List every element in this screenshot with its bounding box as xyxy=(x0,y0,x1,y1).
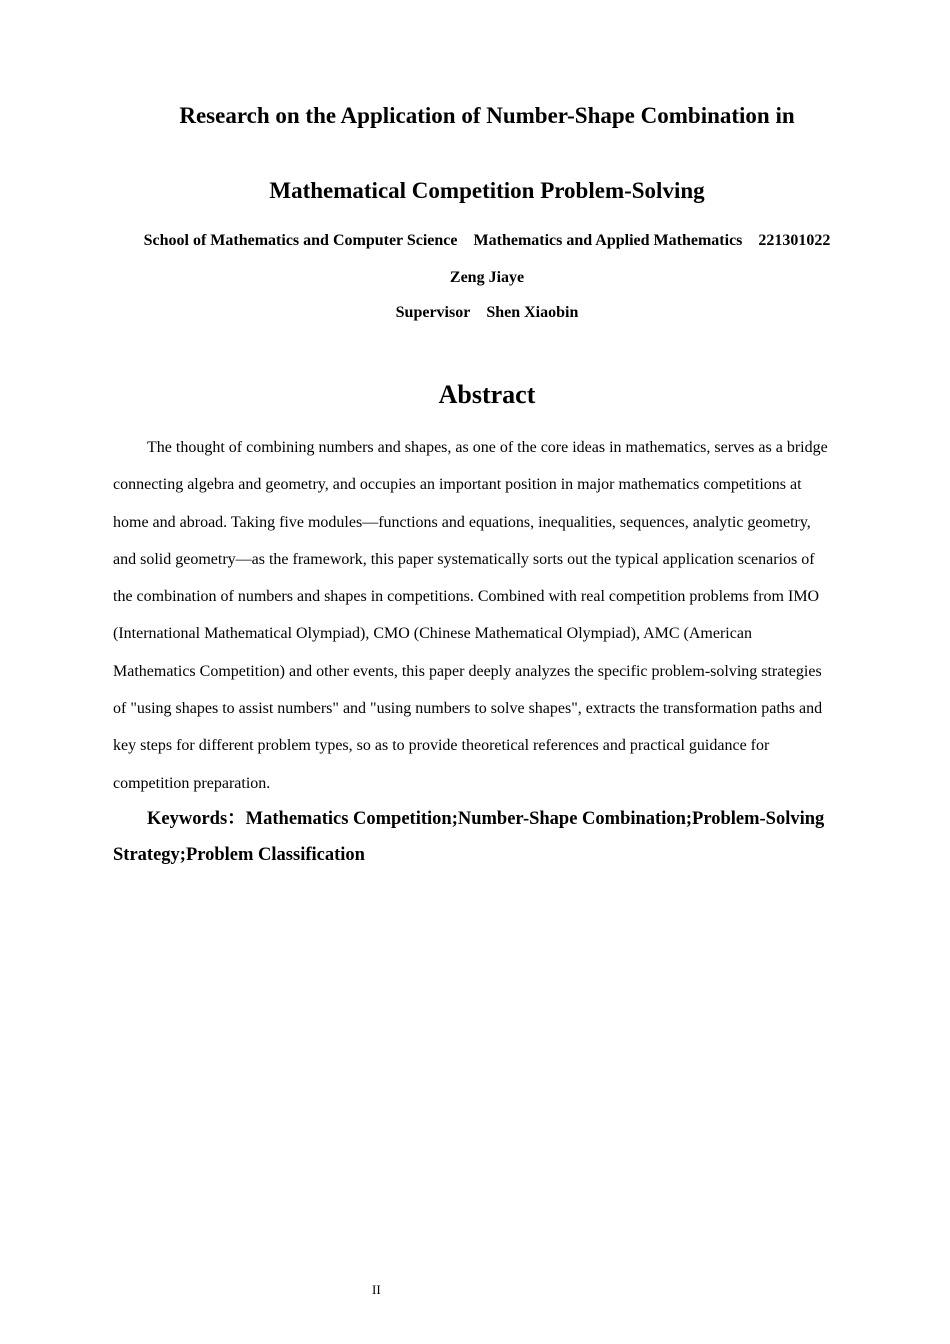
paper-title-line-1: Research on the Application of Number-Shape Combination in xyxy=(179,103,795,128)
abstract-body xyxy=(113,429,863,802)
major-name: Mathematics and Applied Mathematics xyxy=(473,232,743,249)
keywords-text-1: Mathematics Competition;Number-Shape Combination;Problem-Solving xyxy=(245,809,825,829)
abstract-heading: Abstract xyxy=(438,380,536,409)
abstract-line: connecting algebra and geometry, and occupies an important position in major mathematics competitions at xyxy=(113,476,802,494)
affiliation-line xyxy=(0,231,950,251)
keywords-section xyxy=(113,801,863,873)
keywords-line-1 xyxy=(113,801,863,837)
abstract-line: key steps for different problem types, so as to provide theoretical references and practical guidance for xyxy=(113,737,770,755)
keywords-text-2: Strategy;Problem Classification xyxy=(113,845,365,865)
abstract-line: (International Mathematical Olympiad), CMO (Chinese Mathematical Olympiad), AMC (American xyxy=(113,625,752,643)
supervisor-name: Shen Xiaobin xyxy=(486,304,579,321)
paper-title-line-2: Mathematical Competition Problem-Solving xyxy=(269,178,705,203)
page-number: II xyxy=(372,1282,381,1297)
abstract-line: and solid geometry—as the framework, this paper systematically sorts out the typical application scenarios of xyxy=(113,550,815,568)
abstract-line: of "using shapes to assist numbers" and "using numbers to solve shapes", extracts the transformation paths and xyxy=(113,700,823,718)
supervisor-line xyxy=(0,303,950,323)
abstract-line: The thought of combining numbers and shapes, as one of the core ideas in mathematics, serves as a bridge xyxy=(147,439,828,456)
author-name: Zeng Jiaye xyxy=(449,269,525,286)
student-id: 221301022 xyxy=(758,232,831,249)
abstract-line: the combination of numbers and shapes in competitions. Combined with real competition problems from IMO xyxy=(113,588,820,606)
school-name: School of Mathematics and Computer Science xyxy=(143,232,458,249)
keywords-label: Keywords： xyxy=(147,809,246,829)
abstract-line: Mathematics Competition) and other events, this paper deeply analyzes the specific problem-solving strategies xyxy=(113,662,822,680)
abstract-line: home and abroad. Taking five modules—functions and equations, inequalities, sequences, analytic geometry, xyxy=(113,513,811,531)
supervisor-label: Supervisor xyxy=(395,304,471,321)
abstract-line: competition preparation. xyxy=(113,774,271,792)
